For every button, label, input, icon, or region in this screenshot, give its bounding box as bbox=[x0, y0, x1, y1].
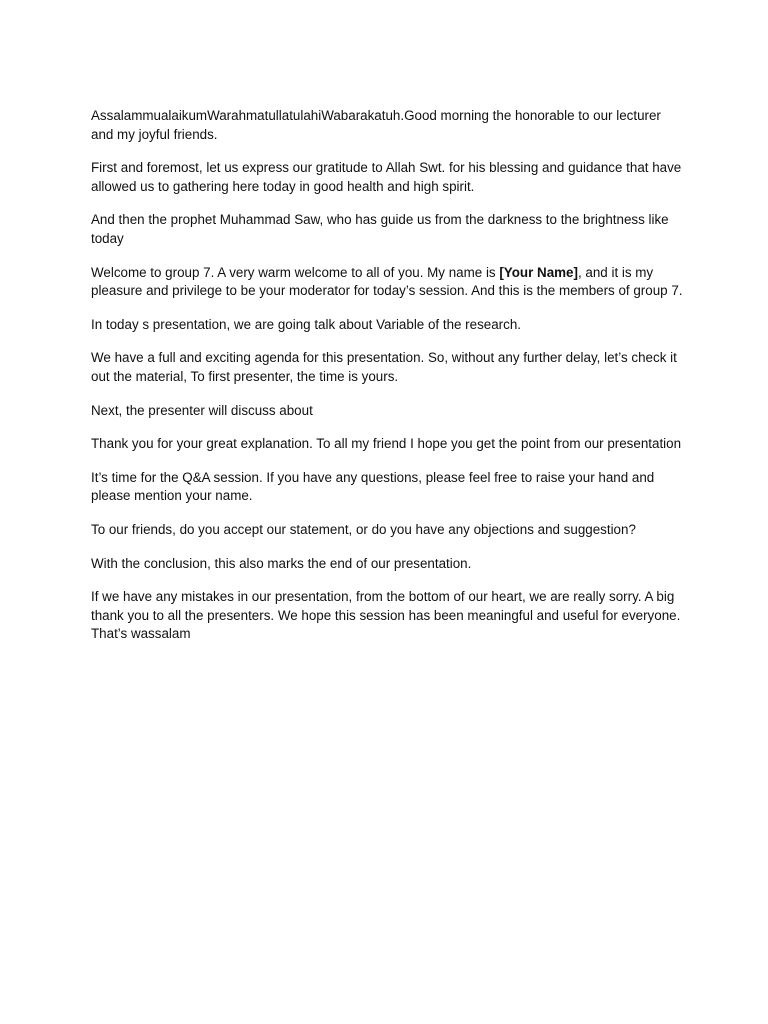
document-body bbox=[91, 107, 686, 659]
paragraph-closing: If we have any mistakes in our presentation, from the bottom of our heart, we are really sorry. A big thank you to all the presenters. We hope this session has been meaningful and useful for everyone. That’s wassalam bbox=[91, 589, 681, 642]
paragraph-thanks: Thank you for your great explanation. To all my friend I hope you get the point from our presentation bbox=[91, 436, 682, 452]
paragraph-agenda: We have a full and exciting agenda for this presentation. So, without any further delay, let’s check it out the material, To first presenter, the time is yours. bbox=[91, 350, 677, 384]
welcome-text-after: , and it is my pleasure and privilege to be your moderator for today’s session. And this is the members of group 7. bbox=[91, 264, 683, 299]
paragraph-topic: In today s presentation, we are going talk about Variable of the research. bbox=[91, 316, 522, 332]
paragraph-prophet: And then the prophet Muhammad Saw, who has guide us from the darkness to the brightness like today bbox=[91, 212, 669, 246]
paragraph-greeting: AssalammualaikumWarahmatullatulahiWabarakatuh.Good morning the honorable to our lecturer and my joyful friends. bbox=[91, 108, 661, 142]
welcome-text-before: Welcome to group 7. A very warm welcome to all of you. My name is bbox=[91, 264, 500, 280]
paragraph-qa: It’s time for the Q&A session. If you have any questions, please feel free to raise your hand and please mention your name. bbox=[91, 469, 655, 504]
paragraph-conclusion: With the conclusion, this also marks the end of our presentation. bbox=[91, 555, 472, 571]
paragraph-gratitude: First and foremost, let us express our gratitude to Allah Swt. for his blessing and guidance that have allowed us to gathering here today in good health and high spirit. bbox=[91, 160, 682, 194]
name-placeholder: [Your Name] bbox=[499, 264, 578, 280]
paragraph-next-presenter: Next, the presenter will discuss about bbox=[91, 402, 313, 418]
paragraph-welcome bbox=[91, 264, 686, 301]
paragraph-objections: To our friends, do you accept our statement, or do you have any objections and suggestion? bbox=[91, 521, 636, 537]
